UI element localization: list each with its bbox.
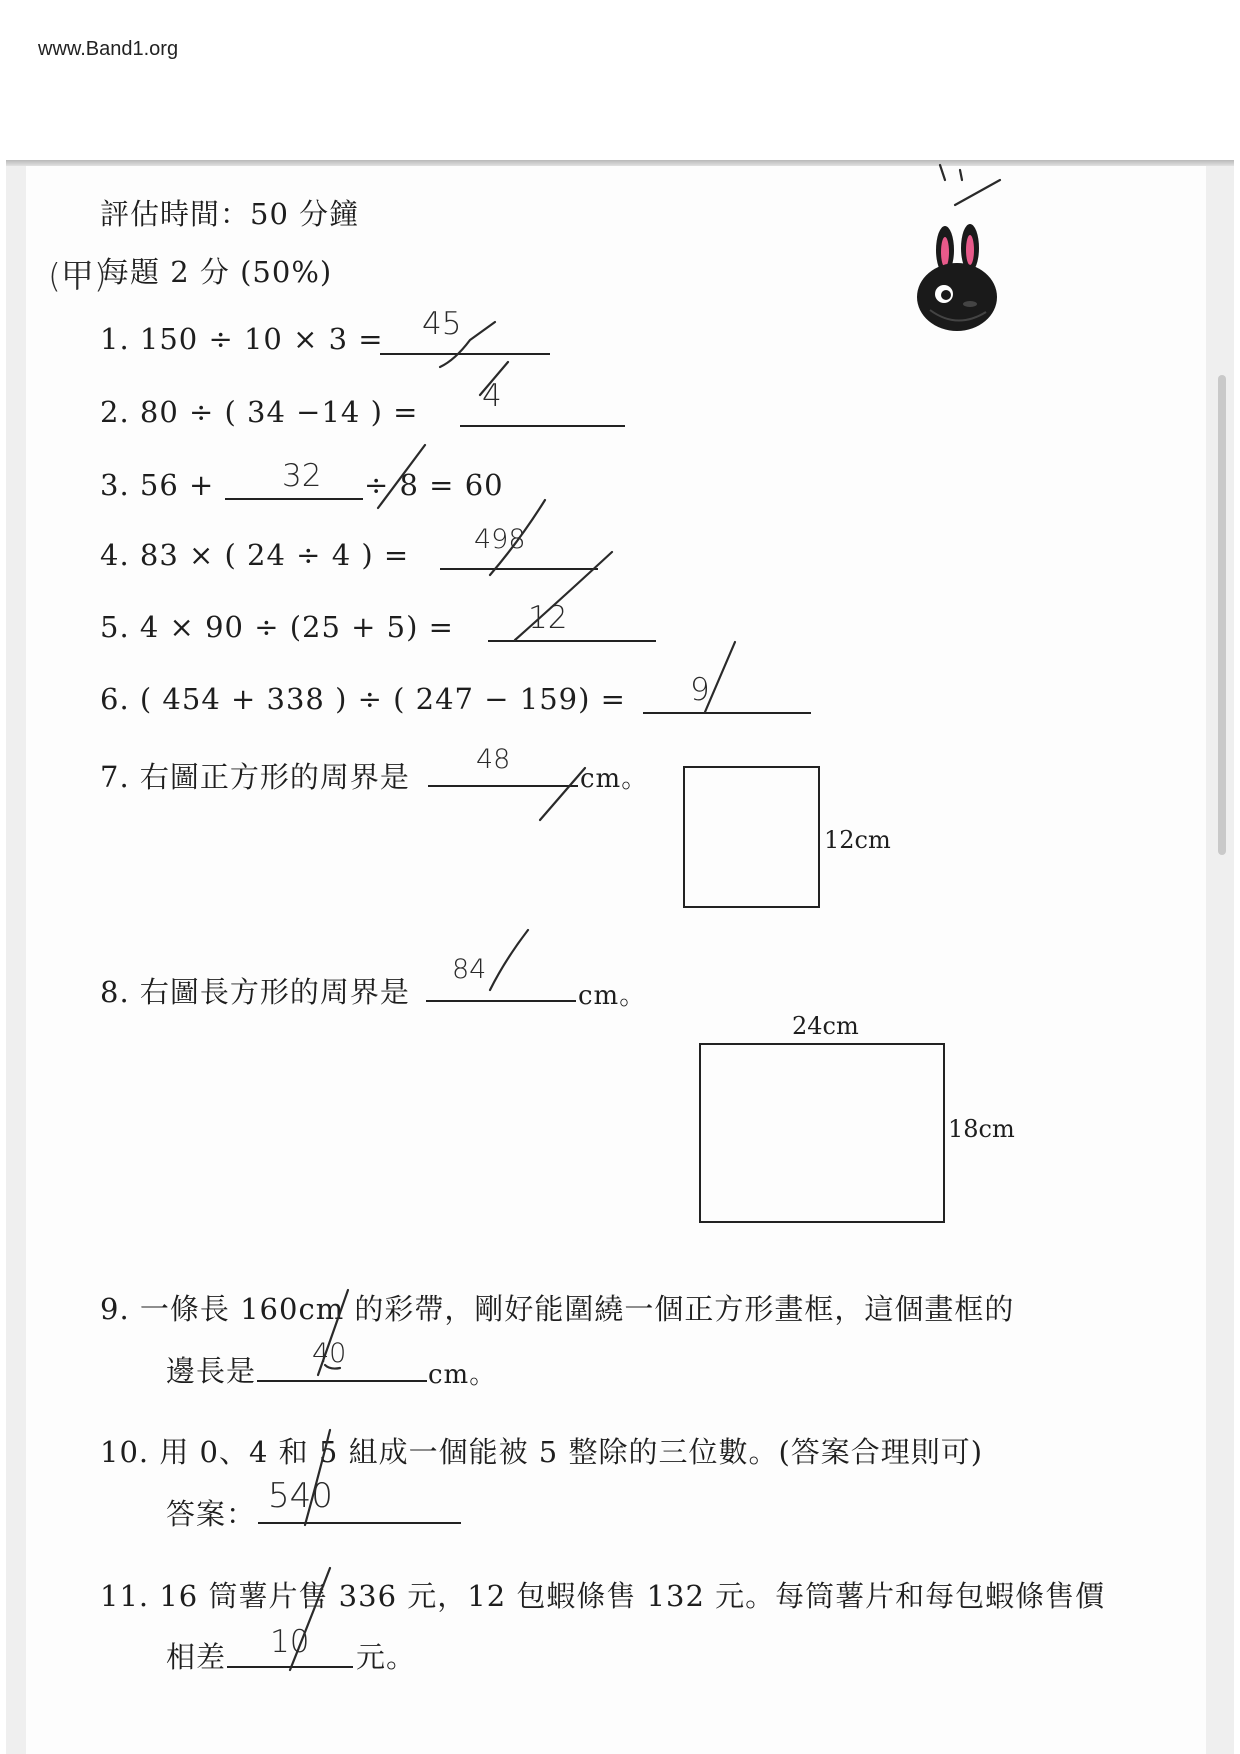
section-heading: 每題 2 分 (50%) xyxy=(100,255,333,289)
bunny-sticker-icon xyxy=(910,222,1005,337)
answer-line-3 xyxy=(225,498,363,500)
section-mark-handwritten: (甲) xyxy=(48,256,107,295)
rectangle-top-label: 24cm xyxy=(792,1012,859,1040)
answer-line-6 xyxy=(643,712,811,714)
answer-8: 84 xyxy=(452,954,487,985)
answer-1: 45 xyxy=(422,306,462,342)
question-5: 5. 4 × 90 ÷ (25 + 5) = xyxy=(100,610,454,644)
answer-6: 9 xyxy=(690,672,710,708)
question-3-prefix: 3. 56 + xyxy=(100,468,215,502)
answer-9: 40 xyxy=(312,1338,347,1369)
answer-5: 12 xyxy=(528,600,568,636)
square-figure xyxy=(683,766,820,908)
square-side-label: 12cm xyxy=(824,826,891,854)
question-7: 7. 右圖正方形的周界是 xyxy=(100,760,410,794)
question-10-line1: 10. 用 0、4 和 5 組成一個能被 5 整除的三位數。(答案合理則可) xyxy=(100,1435,984,1469)
question-10-line2: 答案： xyxy=(166,1497,257,1531)
unit-11: 元。 xyxy=(356,1640,417,1674)
answer-line-10 xyxy=(258,1522,461,1524)
question-4: 4. 83 × ( 24 ÷ 4 ) = xyxy=(100,538,410,572)
answer-line-8 xyxy=(426,1000,576,1002)
question-9-line2: 邊長是 xyxy=(166,1354,257,1388)
assessment-time: 評估時間：50 分鐘 xyxy=(100,197,360,231)
answer-line-11 xyxy=(227,1666,353,1668)
answer-line-5 xyxy=(488,640,656,642)
answer-11: 10 xyxy=(270,1624,310,1660)
unit-7: cm。 xyxy=(580,764,649,794)
answer-line-4 xyxy=(440,568,598,570)
answer-line-9 xyxy=(257,1380,427,1382)
question-11-line2: 相差 xyxy=(166,1640,227,1674)
answer-7: 48 xyxy=(476,744,511,775)
answer-line-2 xyxy=(460,425,625,427)
site-watermark: www.Band1.org xyxy=(38,38,179,60)
answer-3: 32 xyxy=(282,458,322,494)
rectangle-side-label: 18cm xyxy=(948,1115,1015,1143)
question-9-line1: 9. 一條長 160cm 的彩帶，剛好能圍繞一個正方形畫框，這個畫框的 xyxy=(100,1292,1015,1326)
question-11-line1: 11. 16 筒薯片售 336 元，12 包蝦條售 132 元。每筒薯片和每包蝦條售價 xyxy=(100,1579,1106,1613)
question-3-suffix: ÷ 8 = 60 xyxy=(364,468,504,502)
question-1: 1. 150 ÷ 10 × 3 = xyxy=(100,322,384,356)
unit-8: cm。 xyxy=(578,981,647,1011)
answer-10: 540 xyxy=(268,1476,333,1516)
question-2: 2. 80 ÷ ( 34 −14 ) = xyxy=(100,395,419,429)
question-6: 6. ( 454 + 338 ) ÷ ( 247 − 159) = xyxy=(100,682,626,716)
question-8: 8. 右圖長方形的周界是 xyxy=(100,975,410,1009)
answer-2: 4 xyxy=(482,378,502,414)
rectangle-figure xyxy=(699,1043,945,1223)
answer-4: 498 xyxy=(474,524,526,555)
answer-line-1 xyxy=(380,353,550,355)
answer-line-7 xyxy=(428,785,578,787)
unit-9: cm。 xyxy=(428,1360,497,1390)
scrollbar-thumb[interactable] xyxy=(1218,375,1226,855)
